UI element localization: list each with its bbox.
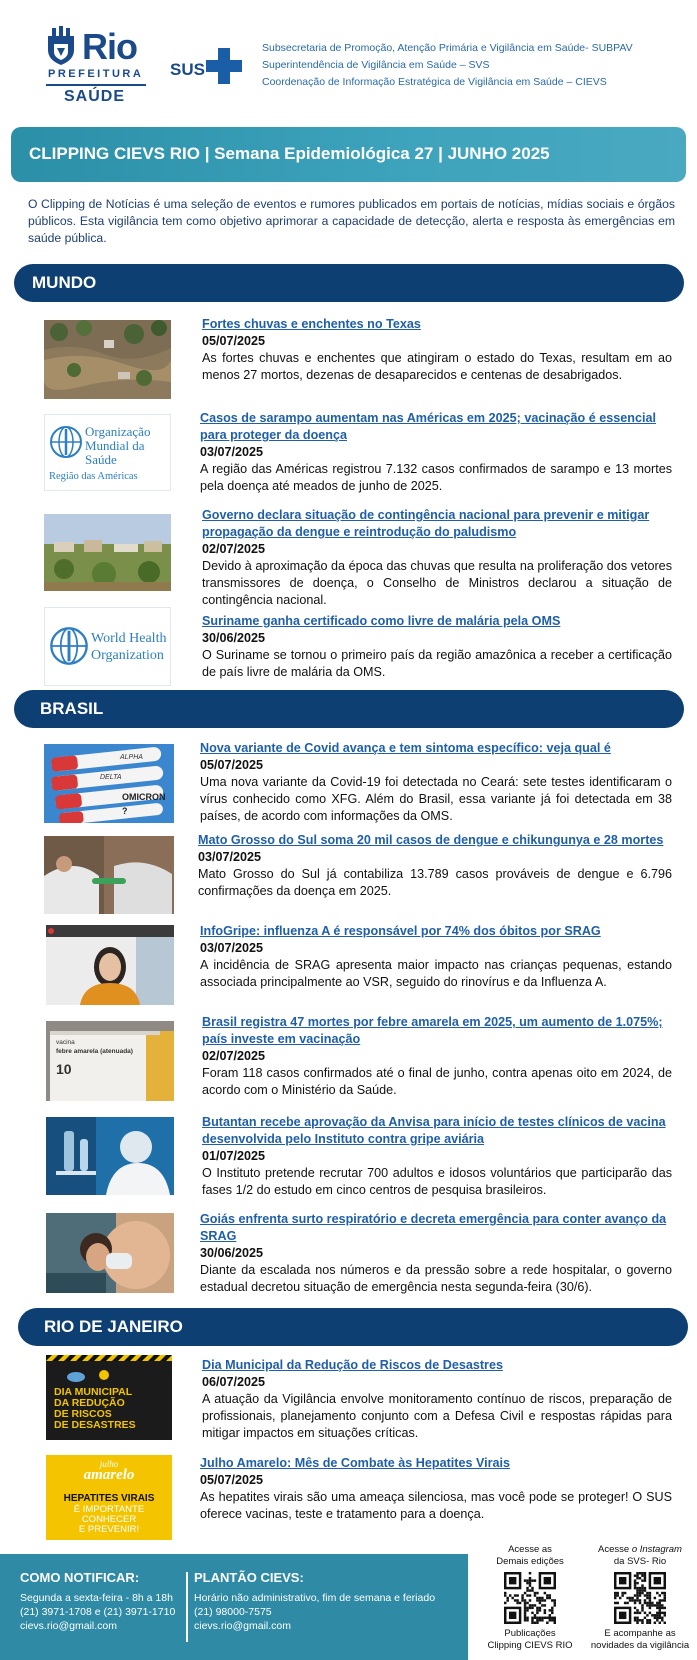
- tube-label: ALPHA: [120, 754, 143, 761]
- intro-paragraph: O Clipping de Notícias é uma seleção de eventos e rumores publicados em portais de notícias, mídias sociais e órgãos públicos. Esta vigilância tem como objetivo aprimorar a capacidade de detecção, alerta e resposta às emergências em saúde pública.: [28, 197, 675, 245]
- logo-text: Organização: [85, 424, 151, 439]
- title-bar: [11, 127, 686, 182]
- footer-contact-panel: [0, 1554, 468, 1660]
- notify-hours: Segunda a sexta-feira - 8h a 18h: [20, 1592, 173, 1604]
- plantao-email-link[interactable]: cievs.rio@gmail.com: [194, 1620, 292, 1632]
- poster-text: E PREVENIR!: [78, 1524, 140, 1535]
- section-banner-mundo: [14, 264, 684, 302]
- poster-text: HEPATITES VIRAIS: [63, 1493, 155, 1504]
- sus-cross-icon: [206, 48, 242, 84]
- news-date: 02/07/2025: [202, 542, 266, 556]
- poster-text: DIA MUNICIPAL: [54, 1386, 133, 1398]
- news-date: 03/07/2025: [198, 850, 262, 864]
- header-institution-lines: [262, 40, 692, 91]
- news-date: 03/07/2025: [200, 941, 264, 955]
- news-title-link[interactable]: Mato Grosso do Sul soma 20 mil casos de dengue e chikungunya e 28 mortes: [198, 833, 664, 847]
- who-emblem-icon: [49, 425, 83, 459]
- notify-phones: (21) 3971-1708 e (21) 3971-1710: [20, 1606, 176, 1618]
- qr-code-editions-icon[interactable]: [504, 1572, 556, 1624]
- news-title-link[interactable]: Dia Municipal da Redução de Riscos de Desastres: [202, 1358, 503, 1372]
- tube-label: OMICRON: [122, 792, 166, 802]
- qr-codes-area: [480, 1544, 697, 1660]
- news-item: [202, 1357, 672, 1442]
- texas-flood-photo: [44, 320, 171, 399]
- box-text: febre amarela (atenuada): [56, 1048, 133, 1055]
- section-label: BRASIL: [40, 699, 104, 718]
- news-description: Mato Grosso do Sul já contabiliza 13.789 casos prováveis de dengue e 6.796 confirmações da doença em 2025.: [198, 867, 672, 898]
- qr-block-instagram: [590, 1544, 690, 1652]
- poster-text: DE DESASTRES: [54, 1419, 136, 1431]
- page-title: CLIPPING CIEVS RIO | Semana Epidemiológica 27 | JUNHO 2025: [29, 144, 550, 163]
- news-description: Uma nova variante da Covid-19 foi detectada no Ceará: sete testes identificaram o vírus conhecido como XFG. Além do Brasil, essa variante já foi detectada em 38 países, de acordo com informações da OMS.: [200, 775, 672, 823]
- section-banner-rio-de-janeiro: [18, 1308, 688, 1346]
- logo-saude: SAÚDE: [64, 88, 126, 105]
- covid-test-tubes-photo: [44, 744, 174, 823]
- news-description: As hepatites virais são uma ameaça silenciosa, mas você pode se proteger! O SUS oferece vacinas, teste e tratamento para a doença.: [200, 1490, 672, 1521]
- poster-text: amarelo: [83, 1467, 135, 1483]
- news-title-link[interactable]: Governo declara situação de contingência nacional para prevenir e mitigar propagação da dengue e reintrodução do paludismo: [202, 508, 650, 539]
- header-line: Subsecretaria de Promoção, Atenção Primária e Vigilância em Saúde- SUBPAV: [262, 42, 633, 54]
- yellow-fever-vaccine-photo: [46, 1021, 174, 1101]
- plantao-block: [194, 1570, 464, 1633]
- news-description: O Suriname se tornou o primeiro país da região amazônica a receber a certificação de país livre de malária da OMS.: [202, 648, 672, 679]
- header-line: Coordenação de Informação Estratégica de Vigilância em Saúde – CIEVS: [262, 76, 607, 88]
- header-line: Superintendência de Vigilância em Saúde – SVS: [262, 59, 490, 71]
- qr-caption: Acesse: [598, 1544, 632, 1555]
- qr-caption: novidades da vigilância: [590, 1640, 690, 1651]
- tube-label: ?: [122, 806, 128, 816]
- qr-caption: Publicações: [504, 1628, 556, 1639]
- news-date: 30/06/2025: [202, 631, 266, 645]
- qr-caption: E acompanhe as: [604, 1628, 676, 1639]
- news-item: [200, 410, 672, 495]
- section-banner-brasil: [14, 690, 684, 728]
- news-description: A região das Américas registrou 7.132 casos confirmados de sarampo e 13 mortes pela doença até meados de junho de 2025.: [200, 462, 672, 493]
- prefeitura-rio-saude-logo: [42, 22, 154, 110]
- news-date: 03/07/2025: [200, 445, 264, 459]
- poster-text: É IMPORTANTE: [73, 1504, 145, 1515]
- news-description: Diante da escalada nos números e da pressão sobre a rede hospitalar, o governo estadual decretou situação de emergência nesta segunda-feira (30/6).: [200, 1263, 672, 1294]
- logo-prefeitura: PREFEITURA: [48, 68, 144, 80]
- poster-text: DA REDUÇÃO: [54, 1397, 125, 1409]
- header: [0, 0, 697, 118]
- poster-text: julho: [99, 1459, 119, 1469]
- qr-caption: Demais edições: [496, 1556, 564, 1567]
- news-title-link[interactable]: Goiás enfrenta surto respiratório e decreta emergência para conter avanço da SRAG: [200, 1212, 667, 1243]
- news-date: 05/07/2025: [200, 1473, 264, 1487]
- sus-word: SUS: [170, 60, 205, 79]
- news-description: Foram 118 casos confirmados até o final de junho, contra apenas oito em 2024, de acordo com o Ministério da Saúde.: [202, 1066, 672, 1097]
- news-item: [202, 1114, 672, 1199]
- box-text: 10: [56, 1061, 72, 1077]
- poster-text: CONHECER: [81, 1514, 137, 1525]
- infogripe-video-thumbnail: [46, 925, 174, 1005]
- qr-caption: da SVS- Rio: [613, 1556, 667, 1567]
- news-title-link[interactable]: Butantan recebe aprovação da Anvisa para início de testes clínicos de vacina desenvolvida pelo Instituto contra gripe aviária: [202, 1115, 666, 1146]
- dengue-lab-photo: [44, 836, 174, 914]
- news-title-link[interactable]: Casos de sarampo aumentam nas Américas em 2025; vacinação é essencial para proteger da doença: [200, 411, 656, 442]
- disaster-risk-day-poster: [46, 1355, 172, 1440]
- logo-divider: [46, 84, 146, 86]
- news-item: [200, 923, 672, 991]
- news-title-link[interactable]: Suriname ganha certificado como livre de malária pela OMS: [202, 614, 561, 628]
- butantan-lab-photo: [46, 1117, 174, 1195]
- news-item: [202, 1014, 672, 1099]
- logo-text: World Health: [91, 631, 167, 646]
- news-description: A atuação da Vigilância envolve monitoramento contínuo de riscos, preparação de profissionais, planejamento conjunto com a Defesa Civil e respostas rápidas para mitigar impactos em situações críticas.: [202, 1392, 672, 1440]
- news-item: [202, 316, 672, 384]
- news-date: 30/06/2025: [200, 1246, 264, 1260]
- footer-divider: [186, 1572, 188, 1642]
- who-emblem-icon: [49, 626, 89, 666]
- news-description: Devido à aproximação da época das chuvas que resulta na proliferação dos vetores transmissores de doença, o Conselho de Ministros declarou a situação de contingência nacional.: [202, 559, 672, 607]
- news-item: [198, 832, 672, 900]
- news-title-link[interactable]: Fortes chuvas e enchentes no Texas: [202, 317, 421, 331]
- qr-caption: Clipping CIEVS RIO: [487, 1640, 573, 1651]
- qr-caption: o Instagram: [631, 1544, 682, 1555]
- village-landscape-photo: [44, 514, 171, 591]
- news-item: [202, 613, 672, 681]
- who-logo-image: [44, 607, 171, 686]
- rio-crest-icon: [44, 26, 78, 66]
- news-item: [200, 740, 672, 825]
- notify-email-link[interactable]: cievs.rio@gmail.com: [20, 1620, 118, 1632]
- news-title-link[interactable]: Nova variante de Covid avança e tem sintoma específico: veja qual é: [200, 741, 611, 755]
- child-nebulizer-photo: [46, 1213, 174, 1293]
- news-title-link[interactable]: InfoGripe: influenza A é responsável por 74% dos óbitos por SRAG: [200, 924, 601, 938]
- news-item: [200, 1455, 672, 1523]
- opas-logo-image: [44, 414, 171, 491]
- sus-logo: [170, 48, 242, 84]
- notify-title: COMO NOTIFICAR:: [20, 1570, 140, 1585]
- logo-text: Mundial da Saúde: [85, 438, 145, 467]
- qr-caption: Acesse as: [508, 1544, 552, 1555]
- qr-code-instagram-icon[interactable]: [614, 1572, 666, 1624]
- logo-text: Organization: [91, 648, 164, 663]
- news-title-link[interactable]: Julho Amarelo: Mês de Combate às Hepatites Virais: [200, 1456, 511, 1470]
- news-date: 05/07/2025: [200, 758, 264, 772]
- plantao-hours: Horário não administrativo, fim de semana e feriado: [194, 1592, 436, 1604]
- logo-text: Região das Américas: [49, 471, 138, 482]
- news-description: O Instituto pretende recrutar 700 adultos e idosos voluntários que participarão das fases 1/2 do estudo em cinco centros de pesquisa brasileiros.: [202, 1166, 672, 1197]
- news-date: 02/07/2025: [202, 1049, 266, 1063]
- section-label: RIO DE JANEIRO: [44, 1317, 183, 1336]
- news-date: 01/07/2025: [202, 1149, 266, 1163]
- plantao-title: PLANTÃO CIEVS:: [194, 1570, 304, 1585]
- box-text: vacina: [56, 1039, 75, 1046]
- qr-block-editions: [480, 1544, 580, 1652]
- news-item: [202, 507, 672, 609]
- news-date: 05/07/2025: [202, 334, 266, 348]
- poster-text: DE RISCOS: [54, 1408, 112, 1420]
- news-item: [200, 1211, 672, 1296]
- news-description: A incidência de SRAG apresenta maior impacto nas crianças pequenas, estando associada principalmente ao VSR, seguido do rinovírus e da Influenza A.: [200, 958, 672, 989]
- news-description: As fortes chuvas e enchentes que atingiram o estado do Texas, resultam em ao menos 27 mortos, dezenas de desaparecidos e centenas de desabrigados.: [202, 351, 672, 382]
- logo-rio-word: Rio: [82, 26, 137, 67]
- julho-amarelo-poster: [46, 1455, 172, 1540]
- news-date: 06/07/2025: [202, 1375, 266, 1389]
- plantao-phone: (21) 98000-7575: [194, 1606, 272, 1618]
- news-title-link[interactable]: Brasil registra 47 mortes por febre amarela em 2025, um aumento de 1.075%; país investe em vacinação: [202, 1015, 663, 1046]
- how-to-notify-block: [20, 1570, 180, 1633]
- tube-label: DELTA: [100, 774, 122, 781]
- section-label: MUNDO: [32, 273, 97, 292]
